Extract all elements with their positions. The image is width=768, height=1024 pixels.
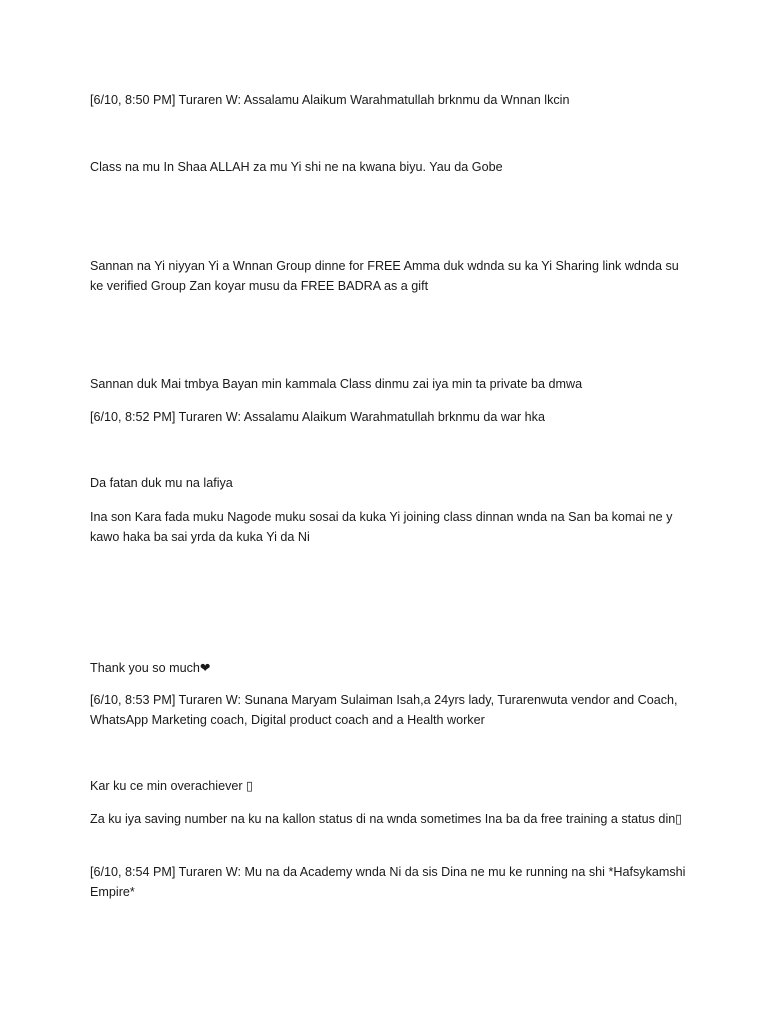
message-paragraph: Kar ku ce min overachiever ▯ xyxy=(90,779,254,793)
message-paragraph: [6/10, 8:52 PM] Turaren W: Assalamu Alaikum Warahmatullah brknmu da war hka xyxy=(90,410,545,424)
message-paragraph: Za ku iya saving number na ku na kallon status di na wnda sometimes Ina ba da free training a status din▯ xyxy=(90,812,683,826)
message-paragraph: Ina son Kara fada muku Nagode muku sosai da kuka Yi joining class dinnan wnda na San ba komai ne y kawo haka ba sai yrda da kuka Yi da Ni xyxy=(90,510,673,544)
message-paragraph: Da fatan duk mu na lafiya xyxy=(90,476,233,490)
message-paragraph: Thank you so much❤ xyxy=(90,661,211,675)
message-paragraph: [6/10, 8:54 PM] Turaren W: Mu na da Academy wnda Ni da sis Dina ne mu ke running na shi *Hafsykamshi Empire* xyxy=(90,865,686,899)
message-paragraph: Class na mu In Shaa ALLAH za mu Yi shi ne na kwana biyu. Yau da Gobe xyxy=(90,160,503,174)
message-paragraph: [6/10, 8:53 PM] Turaren W: Sunana Maryam Sulaiman Isah,a 24yrs lady, Turarenwuta vendor and Coach, WhatsApp Marketing coach, Digital product coach and a Health worker xyxy=(90,693,678,727)
message-paragraph: Sannan na Yi niyyan Yi a Wnnan Group dinne for FREE Amma duk wdnda su ka Yi Sharing link wdnda su ke verified Group Zan koyar musu da FREE BADRA as a gift xyxy=(90,259,679,293)
message-paragraph: [6/10, 8:50 PM] Turaren W: Assalamu Alaikum Warahmatullah brknmu da Wnnan lkcin xyxy=(90,93,570,107)
message-paragraph: Sannan duk Mai tmbya Bayan min kammala Class dinmu zai iya min ta private ba dmwa xyxy=(90,377,583,391)
